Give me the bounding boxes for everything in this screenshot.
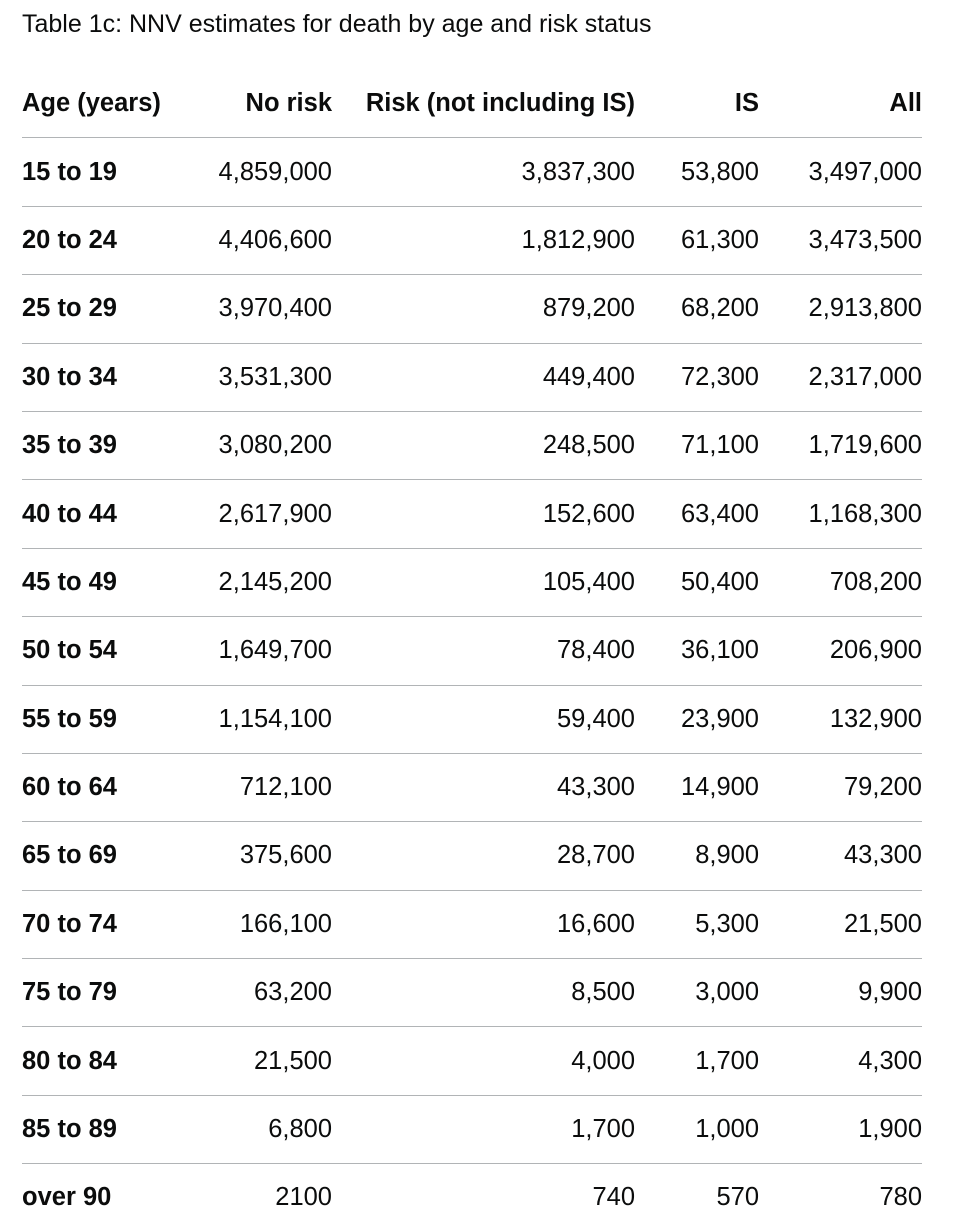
no-risk-cell: 1,154,100 xyxy=(172,685,332,753)
risk-cell: 1,700 xyxy=(332,1095,635,1163)
age-cell: 55 to 59 xyxy=(22,685,172,753)
column-header-all: All xyxy=(759,70,922,138)
is-cell: 5,300 xyxy=(635,890,759,958)
age-cell: 85 to 89 xyxy=(22,1095,172,1163)
table-caption: Table 1c: NNV estimates for death by age and risk status xyxy=(22,10,652,38)
is-cell: 71,100 xyxy=(635,411,759,479)
age-cell: 60 to 64 xyxy=(22,753,172,821)
table-row xyxy=(22,959,922,1027)
age-cell: 75 to 79 xyxy=(22,959,172,1027)
risk-cell: 105,400 xyxy=(332,548,635,616)
is-cell: 36,100 xyxy=(635,617,759,685)
is-cell: 8,900 xyxy=(635,822,759,890)
all-cell: 43,300 xyxy=(759,822,922,890)
is-cell: 23,900 xyxy=(635,685,759,753)
risk-cell: 879,200 xyxy=(332,275,635,343)
no-risk-cell: 4,406,600 xyxy=(172,206,332,274)
is-cell: 61,300 xyxy=(635,206,759,274)
is-cell: 50,400 xyxy=(635,548,759,616)
all-cell: 9,900 xyxy=(759,959,922,1027)
is-cell: 72,300 xyxy=(635,343,759,411)
all-cell: 4,300 xyxy=(759,1027,922,1095)
all-cell: 2,913,800 xyxy=(759,275,922,343)
table-row xyxy=(22,138,922,206)
column-header-no-risk: No risk xyxy=(172,70,332,138)
all-cell: 780 xyxy=(879,1183,922,1212)
no-risk-cell: 712,100 xyxy=(172,753,332,821)
table-row xyxy=(22,343,922,411)
table-row xyxy=(22,1164,922,1232)
no-risk-cell: 6,800 xyxy=(172,1095,332,1163)
table-header-row xyxy=(22,70,922,138)
nnv-death-table xyxy=(22,70,922,1232)
is-cell: 1,000 xyxy=(635,1095,759,1163)
column-header-is: IS xyxy=(635,70,759,138)
table-row xyxy=(22,685,922,753)
age-cell: 20 to 24 xyxy=(22,206,172,274)
age-cell: 45 to 49 xyxy=(22,548,172,616)
no-risk-cell: 2,145,200 xyxy=(172,548,332,616)
no-risk-cell: 63,200 xyxy=(172,959,332,1027)
risk-cell: 152,600 xyxy=(332,480,635,548)
table-row xyxy=(22,890,922,958)
no-risk-cell: 21,500 xyxy=(172,1027,332,1095)
all-cell: 1,168,300 xyxy=(759,480,922,548)
is-cell: 1,700 xyxy=(635,1027,759,1095)
is-cell: 63,400 xyxy=(635,480,759,548)
age-cell: 65 to 69 xyxy=(22,822,172,890)
no-risk-cell: 3,531,300 xyxy=(172,343,332,411)
is-cell: 14,900 xyxy=(635,753,759,821)
table-row xyxy=(22,1095,922,1163)
no-risk-cell: 166,100 xyxy=(172,890,332,958)
all-cell: 132,900 xyxy=(759,685,922,753)
age-cell: over 90 xyxy=(22,1183,112,1212)
table-row xyxy=(22,480,922,548)
age-cell: 50 to 54 xyxy=(22,617,172,685)
no-risk-cell: 2,617,900 xyxy=(172,480,332,548)
all-cell: 21,500 xyxy=(759,890,922,958)
all-cell: 3,497,000 xyxy=(759,138,922,206)
risk-cell: 248,500 xyxy=(332,411,635,479)
table-row xyxy=(22,617,922,685)
risk-cell: 16,600 xyxy=(332,890,635,958)
risk-cell: 43,300 xyxy=(332,753,635,821)
all-cell: 2,317,000 xyxy=(759,343,922,411)
age-cell: 70 to 74 xyxy=(22,890,172,958)
risk-cell: 59,400 xyxy=(332,685,635,753)
no-risk-cell: 1,649,700 xyxy=(172,617,332,685)
age-cell: 15 to 19 xyxy=(22,138,172,206)
table-row xyxy=(22,411,922,479)
table-body xyxy=(22,138,922,1232)
table-row xyxy=(22,1027,922,1095)
risk-cell: 78,400 xyxy=(332,617,635,685)
is-cell: 3,000 xyxy=(635,959,759,1027)
no-risk-cell: 3,080,200 xyxy=(172,411,332,479)
all-cell: 79,200 xyxy=(759,753,922,821)
is-cell: 53,800 xyxy=(635,138,759,206)
no-risk-cell: 2100 xyxy=(275,1183,332,1212)
risk-cell: 740 xyxy=(592,1183,635,1212)
age-cell: 40 to 44 xyxy=(22,480,172,548)
risk-cell: 28,700 xyxy=(332,822,635,890)
table-row xyxy=(22,753,922,821)
all-cell: 3,473,500 xyxy=(759,206,922,274)
all-cell: 1,719,600 xyxy=(759,411,922,479)
risk-cell: 449,400 xyxy=(332,343,635,411)
no-risk-cell: 3,970,400 xyxy=(172,275,332,343)
risk-cell: 1,812,900 xyxy=(332,206,635,274)
age-cell: 80 to 84 xyxy=(22,1027,172,1095)
is-cell: 68,200 xyxy=(635,275,759,343)
all-cell: 206,900 xyxy=(759,617,922,685)
age-cell: 30 to 34 xyxy=(22,343,172,411)
risk-cell: 4,000 xyxy=(332,1027,635,1095)
risk-cell: 3,837,300 xyxy=(332,138,635,206)
table-row xyxy=(22,822,922,890)
all-cell: 708,200 xyxy=(759,548,922,616)
risk-cell: 8,500 xyxy=(332,959,635,1027)
no-risk-cell: 375,600 xyxy=(172,822,332,890)
column-header-risk: Risk (not including IS) xyxy=(332,70,635,138)
all-cell: 1,900 xyxy=(759,1095,922,1163)
column-header-age: Age (years) xyxy=(22,70,172,138)
age-cell: 35 to 39 xyxy=(22,411,172,479)
is-cell: 570 xyxy=(716,1183,759,1212)
table-row xyxy=(22,548,922,616)
table-row xyxy=(22,275,922,343)
table-row xyxy=(22,206,922,274)
no-risk-cell: 4,859,000 xyxy=(172,138,332,206)
age-cell: 25 to 29 xyxy=(22,275,172,343)
